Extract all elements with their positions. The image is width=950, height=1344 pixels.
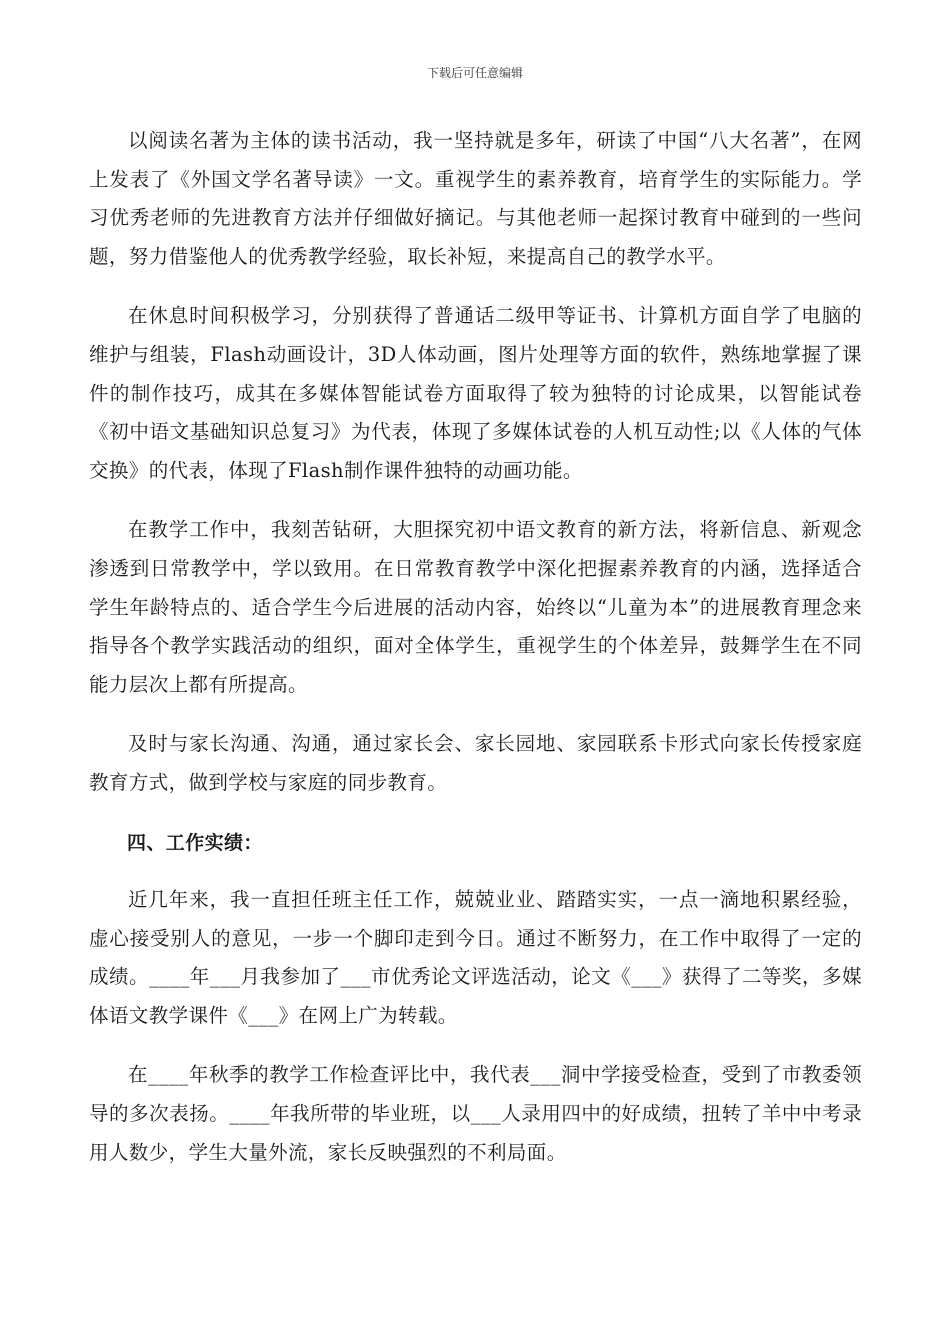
paragraph-reading-activities: 以阅读名著为主体的读书活动，我一坚持就是多年，研读了中国“八大名著”，在网上发表了《外国文学名著导读》一文。重视学生的素养教育，培育学生的实际能力。学习优秀老师的先进教育方法并仔细做好摘记。与其他老师一起探讨教育中碰到的一些问题，努力借鉴他人的优秀教学经验，取长补短，来提高自己的教学水平。: [89, 129, 862, 268]
paragraph-parent-communication: 及时与家长沟通、沟通，通过家长会、家长园地、家园联系卡形式向家长传授家庭教育方式，做到学校与家庭的同步教育。: [89, 732, 862, 794]
section-heading-achievements: 四、工作实绩：: [127, 831, 263, 854]
page-header-note: 下载后可任意编辑: [426, 66, 523, 80]
document-body: [89, 122, 862, 1193]
paragraph-achievements-1: 近几年来，我一直担任班主任工作，兢兢业业、踏踏实实，一点一滴地积累经验，虚心接受别人的意见，一步一个脚印走到今日。通过不断努力，在工作中取得了一定的成绩。____年___月我参加了___市优秀论文评选活动，论文《___》获得了二等奖，多媒体语文教学课件《___》在网上广为转载。: [89, 888, 862, 1027]
paragraph-achievements-2: 在____年秋季的教学工作检查评比中，我代表___洞中学接受检查，受到了市教委领导的多次表扬。____年我所带的毕业班，以___人录用四中的好成绩，扭转了羊中中考录用人数少，学生大量外流，家长反映强烈的不利局面。: [89, 1063, 862, 1164]
paragraph-teaching-work: 在教学工作中，我刻苦钻研，大胆探究初中语文教育的新方法，将新信息、新观念渗透到日常教学中，学以致用。在日常教育教学中深化把握素养教育的内涵，选择适合学生年龄特点的、适合学生今后进展的活动内容，始终以“儿童为本”的进展教育理念来指导各个教学实践活动的组织，面对全体学生，重视学生的个体差异，鼓舞学生在不同能力层次上都有所提高。: [89, 518, 862, 696]
paragraph-self-study: 在休息时间积极学习，分别获得了普通话二级甲等证书、计算机方面自学了电脑的维护与组装，Flash动画设计，3D人体动画，图片处理等方面的软件，熟练地掌握了课件的制作技巧，成其在多媒体智能试卷方面取得了较为独特的讨论成果，以智能试卷《初中语文基础知识总复习》为代表，体现了多媒体试卷的人机互动性;以《人体的气体交换》的代表，体现了Flash制作课件独特的动画功能。: [89, 304, 862, 482]
